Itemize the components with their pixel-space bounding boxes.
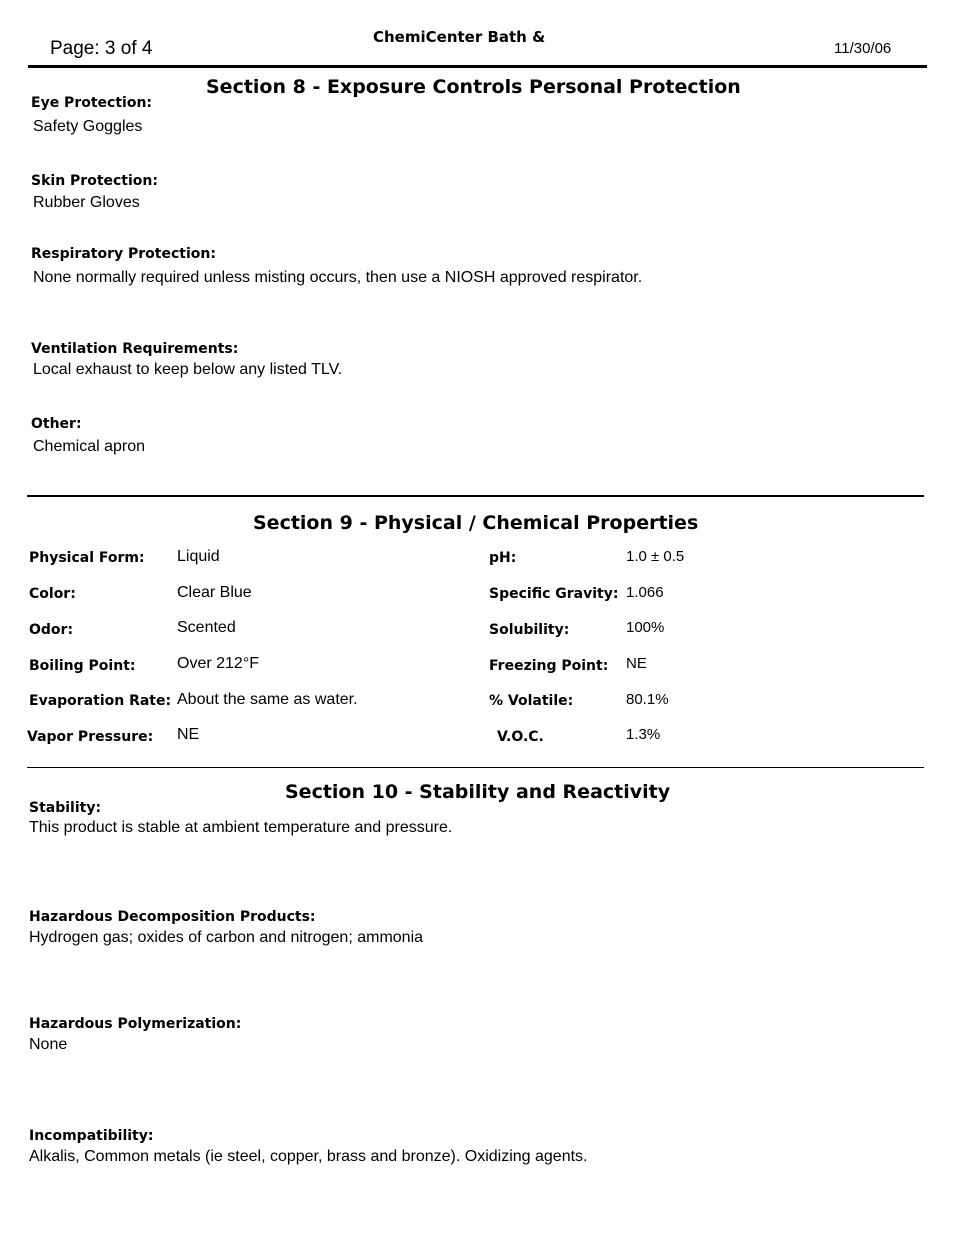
vapor-pressure-label: Vapor Pressure: <box>27 729 154 745</box>
respiratory-protection-value: None normally required unless misting occurs, then use a NIOSH approved respirator. <box>33 269 643 286</box>
boiling-point-label: Boiling Point: <box>29 658 136 674</box>
solubility-value: 100% <box>626 619 665 636</box>
other-value: Chemical apron <box>33 438 146 455</box>
evaporation-rate-value: About the same as water. <box>177 691 358 708</box>
solubility-label: Solubility: <box>489 622 570 638</box>
skin-protection-value: Rubber Gloves <box>33 194 140 211</box>
odor-label: Odor: <box>29 622 74 638</box>
ventilation-requirements-label: Ventilation Requirements: <box>31 341 239 357</box>
page-number: Page: 3 of 4 <box>50 38 153 59</box>
odor-value: Scented <box>177 619 236 636</box>
specific-gravity-value: 1.066 <box>626 584 664 601</box>
section-10-title: Section 10 - Stability and Reactivity <box>285 781 671 803</box>
header-divider <box>28 65 927 68</box>
section-8-title: Section 8 - Exposure Controls Personal Protection <box>206 76 741 98</box>
other-label: Other: <box>31 416 82 432</box>
boiling-point-value: Over 212°F <box>177 655 259 672</box>
color-value: Clear Blue <box>177 584 252 601</box>
section-9-title: Section 9 - Physical / Chemical Properties <box>253 512 699 534</box>
ph-value: 1.0 ± 0.5 <box>626 548 685 565</box>
hazardous-decomposition-value: Hydrogen gas; oxides of carbon and nitrogen; ammonia <box>29 929 424 946</box>
freezing-point-value: NE <box>626 655 647 672</box>
stability-label: Stability: <box>29 800 102 816</box>
evaporation-rate-label: Evaporation Rate: <box>29 693 172 709</box>
physical-form-label: Physical Form: <box>29 550 145 566</box>
hazardous-decomposition-label: Hazardous Decomposition Products: <box>29 909 316 925</box>
physical-form-value: Liquid <box>177 548 220 565</box>
hazardous-polymerization-label: Hazardous Polymerization: <box>29 1016 242 1032</box>
eye-protection-value: Safety Goggles <box>33 118 143 135</box>
document-header-title: ChemiCenter Bath & <box>373 28 546 46</box>
freezing-point-label: Freezing Point: <box>489 658 609 674</box>
eye-protection-label: Eye Protection: <box>31 95 153 111</box>
vapor-pressure-value: NE <box>177 726 200 743</box>
volatile-value: 80.1% <box>626 691 669 708</box>
respiratory-protection-label: Respiratory Protection: <box>31 246 216 262</box>
document-date: 11/30/06 <box>834 40 892 57</box>
ventilation-requirements-value: Local exhaust to keep below any listed TLV. <box>33 361 343 378</box>
incompatibility-label: Incompatibility: <box>29 1128 154 1144</box>
section-10-divider <box>27 767 924 768</box>
incompatibility-value: Alkalis, Common metals (ie steel, copper, brass and bronze). Oxidizing agents. <box>29 1148 588 1165</box>
stability-value: This product is stable at ambient temperature and pressure. <box>29 819 453 836</box>
specific-gravity-label: Specific Gravity: <box>489 586 619 602</box>
voc-label: V.O.C. <box>497 729 544 745</box>
volatile-label: % Volatile: <box>489 693 574 709</box>
voc-value: 1.3% <box>626 726 661 743</box>
color-label: Color: <box>29 586 76 602</box>
hazardous-polymerization-value: None <box>29 1036 68 1053</box>
skin-protection-label: Skin Protection: <box>31 173 158 189</box>
ph-label: pH: <box>489 550 517 566</box>
section-9-divider <box>27 495 924 497</box>
